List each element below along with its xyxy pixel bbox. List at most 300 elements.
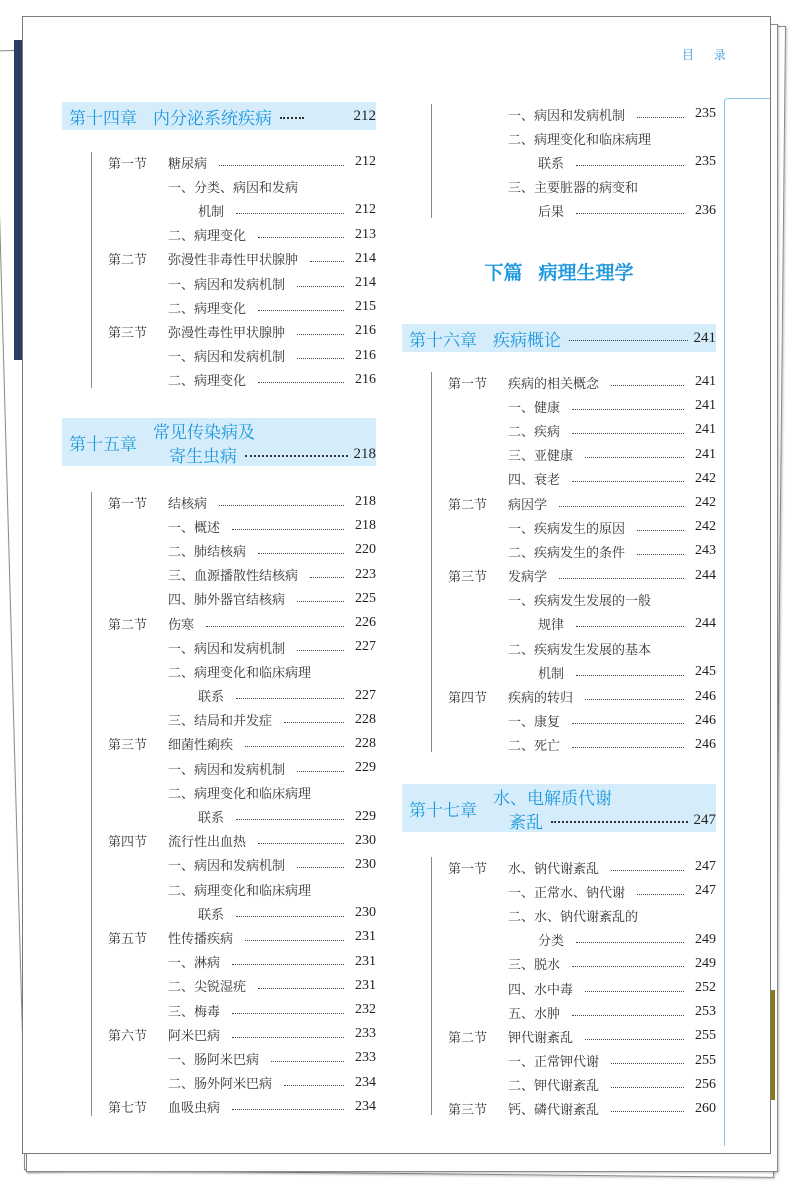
entry-title: 四、衰老	[508, 473, 561, 489]
leader-dots	[585, 699, 684, 700]
entry-title: 一、病因和发病机制	[168, 350, 286, 366]
leader-dots	[551, 821, 688, 823]
leader-dots	[271, 1061, 344, 1062]
section-rule	[431, 857, 432, 1115]
leader-dots	[219, 505, 344, 506]
page-number: 216	[355, 371, 376, 387]
page-number: 216	[355, 347, 376, 363]
entry-title: 病因学	[508, 497, 548, 513]
chapter-number: 第十六章	[409, 330, 477, 351]
page-number: 216	[355, 323, 376, 339]
entry-title: 钙、磷代谢紊乱	[508, 1103, 600, 1119]
section-rule	[431, 372, 432, 752]
entry-title: 细菌性痢疾	[168, 738, 234, 754]
page-number: 244	[695, 615, 716, 631]
section-label: 第四节	[448, 691, 488, 707]
entry-title: 三、梅毒	[168, 1004, 221, 1020]
toc-item-entry[interactable]	[108, 901, 376, 925]
entry-title: 二、病理变化和临床病理	[168, 665, 312, 681]
entry-title: 三、结局和并发症	[168, 714, 273, 730]
entry-title: 后果	[538, 205, 565, 221]
entry-title: 一、病因和发病机制	[508, 108, 626, 124]
entry-title: 规律	[538, 618, 565, 634]
leader-dots	[637, 530, 684, 531]
page-number: 241	[695, 398, 716, 414]
toc-item-entry[interactable]	[448, 150, 716, 174]
page-number: 233	[355, 1050, 376, 1066]
page-number: 230	[355, 905, 376, 921]
toc-section-entry[interactable]	[448, 684, 716, 708]
page-number: 255	[695, 1052, 716, 1068]
leader-dots	[297, 771, 344, 772]
leader-dots	[569, 340, 688, 341]
page-number: 246	[695, 712, 716, 728]
toc-item-entry[interactable]	[108, 368, 376, 392]
chapter-heading-17[interactable]	[402, 784, 716, 832]
page-number: 218	[355, 494, 376, 510]
toc-item-entry[interactable]	[108, 1071, 376, 1095]
entry-title: 一、分类、病因和发病	[168, 180, 299, 196]
toc-section-entry[interactable]	[448, 1097, 716, 1121]
page-number: 241	[695, 374, 716, 390]
leader-dots	[559, 578, 684, 579]
entry-title: 一、概述	[168, 520, 221, 536]
entry-title: 一、病因和发病机制	[168, 859, 286, 875]
section-label: 第二节	[108, 617, 148, 633]
entry-title: 二、肠外阿米巴病	[168, 1077, 273, 1093]
chapter-title-cont: 紊乱	[509, 812, 543, 833]
section-label: 第二节	[448, 1030, 488, 1046]
entry-title: 二、尖锐湿疣	[168, 980, 247, 996]
page-number: 231	[355, 929, 376, 945]
page-number: 243	[695, 543, 716, 559]
page-number: 225	[355, 590, 376, 606]
leader-dots	[576, 675, 684, 676]
chapter-number: 第十七章	[409, 800, 477, 821]
page-number: 229	[355, 808, 376, 824]
section-label: 第六节	[108, 1028, 148, 1044]
section-rule	[91, 152, 92, 388]
entry-title: 二、病理变化和临床病理	[508, 132, 652, 148]
page-number: 242	[695, 470, 716, 486]
toc-item-entry[interactable]	[448, 903, 716, 927]
leader-dots	[297, 650, 344, 651]
section-label: 第一节	[448, 861, 488, 877]
leader-dots	[236, 819, 344, 820]
entry-title: 血吸虫病	[168, 1101, 221, 1117]
page-number: 253	[695, 1004, 716, 1020]
chapter-number: 第十四章	[69, 108, 137, 129]
entry-title: 联系	[198, 690, 225, 706]
toc-section-entry[interactable]	[108, 490, 376, 514]
toc-item-entry[interactable]	[448, 515, 716, 539]
leader-dots	[258, 237, 344, 238]
toc-item-entry[interactable]	[448, 952, 716, 976]
leader-dots	[572, 723, 684, 724]
section-label: 第三节	[448, 1103, 488, 1119]
leader-dots	[232, 964, 344, 965]
chapter-title-cont: 寄生虫病	[169, 446, 237, 467]
section-label: 第一节	[108, 496, 148, 512]
page-number: 245	[695, 664, 716, 680]
entry-title: 结核病	[168, 496, 208, 512]
page-number: 223	[355, 566, 376, 582]
entry-title: 二、病理变化和临床病理	[168, 883, 312, 899]
page-number: 247	[695, 859, 716, 875]
leader-dots	[245, 746, 344, 747]
entry-title: 性传播疾病	[168, 931, 234, 947]
entry-title: 分类	[538, 934, 565, 950]
toc-item-entry[interactable]	[448, 467, 716, 491]
section-label: 第七节	[108, 1101, 148, 1117]
page-number: 212	[355, 202, 376, 218]
leader-dots	[297, 334, 344, 335]
entry-title: 二、钾代谢紊乱	[508, 1079, 600, 1095]
toc-item-entry[interactable]	[108, 635, 376, 659]
leader-dots	[297, 358, 344, 359]
entry-title: 一、康复	[508, 715, 561, 731]
page-number: 234	[355, 1098, 376, 1114]
page-number: 220	[355, 542, 376, 558]
page-number: 213	[355, 226, 376, 242]
entry-title: 二、病理变化	[168, 374, 247, 390]
page-number: 230	[355, 832, 376, 848]
toc-item-entry[interactable]	[448, 394, 716, 418]
entry-title: 一、病因和发病机制	[168, 641, 286, 657]
toc-item-entry[interactable]	[448, 976, 716, 1000]
toc-section-entry[interactable]	[448, 491, 716, 515]
page-number: 247	[695, 883, 716, 899]
page-number: 241	[695, 422, 716, 438]
toc-section-entry[interactable]	[108, 1095, 376, 1119]
page-number: 215	[355, 299, 376, 315]
toc-item-entry[interactable]	[108, 950, 376, 974]
entry-title: 联系	[198, 907, 225, 923]
chapter-heading-15[interactable]	[62, 418, 376, 466]
page-number: 228	[355, 711, 376, 727]
leader-dots	[297, 867, 344, 868]
toc-item-entry[interactable]	[108, 659, 376, 683]
section-label: 第四节	[108, 835, 148, 851]
toc-list	[108, 150, 376, 392]
toc-item-entry[interactable]	[108, 998, 376, 1022]
leader-dots	[576, 626, 684, 627]
toc-section-entry[interactable]	[448, 564, 716, 588]
entry-title: 一、正常水、钠代谢	[508, 885, 626, 901]
chapter-heading-16[interactable]	[402, 324, 716, 352]
page-number: 218	[355, 518, 376, 534]
toc-item-entry[interactable]	[448, 175, 716, 199]
chapter-title: 内分泌系统疾病	[153, 108, 272, 129]
leader-dots	[232, 529, 344, 530]
toc-item-entry[interactable]	[448, 588, 716, 612]
leader-dots	[611, 1087, 684, 1088]
entry-title: 水、钠代谢紊乱	[508, 861, 600, 877]
toc-section-entry[interactable]	[108, 732, 376, 756]
entry-title: 流行性出血热	[168, 835, 247, 851]
entry-title: 一、病因和发病机制	[168, 762, 286, 778]
entry-title: 联系	[538, 156, 565, 172]
page-number: 249	[695, 931, 716, 947]
page-number: 249	[695, 955, 716, 971]
toc-section-entry[interactable]	[448, 855, 716, 879]
toc-item-entry[interactable]	[448, 660, 716, 684]
toc-item-entry[interactable]	[108, 804, 376, 828]
toc-item-entry[interactable]	[108, 223, 376, 247]
entry-title: 二、疾病	[508, 424, 561, 440]
toc-item-entry[interactable]	[108, 708, 376, 732]
leader-dots	[297, 601, 344, 602]
page-number: 246	[695, 688, 716, 704]
entry-title: 四、肺外器官结核病	[168, 593, 286, 609]
page-number: 246	[695, 736, 716, 752]
chapter-heading-14[interactable]	[62, 102, 376, 130]
leader-dots	[310, 261, 344, 262]
leader-dots	[637, 554, 684, 555]
page-number: 235	[695, 106, 716, 122]
chapter-title: 疾病概论	[493, 330, 561, 351]
entry-title: 五、水肿	[508, 1006, 561, 1022]
entry-title: 二、疾病发生的条件	[508, 545, 626, 561]
entry-title: 三、主要脏器的病变和	[508, 181, 639, 197]
leader-dots	[572, 481, 684, 482]
leader-dots	[572, 747, 684, 748]
toc-list	[448, 102, 716, 223]
toc-item-entry[interactable]	[108, 853, 376, 877]
leader-dots	[258, 843, 344, 844]
leader-dots	[611, 1063, 684, 1064]
leader-dots	[297, 286, 344, 287]
leader-dots	[572, 409, 684, 410]
entry-title: 二、肺结核病	[168, 544, 247, 560]
page-number: 232	[355, 1002, 376, 1018]
toc-item-entry[interactable]	[108, 174, 376, 198]
leader-dots	[572, 966, 684, 967]
toc-section-entry[interactable]	[108, 319, 376, 343]
page-number: 227	[355, 687, 376, 703]
toc-item-entry[interactable]	[108, 514, 376, 538]
page-number: 226	[355, 615, 376, 631]
leader-dots	[572, 1015, 684, 1016]
leader-dots	[611, 385, 684, 386]
toc-item-entry[interactable]	[108, 295, 376, 319]
page-number: 242	[695, 495, 716, 511]
section-label: 第二节	[108, 253, 148, 269]
entry-title: 一、疾病发生的原因	[508, 521, 626, 537]
toc-section-entry[interactable]	[448, 1024, 716, 1048]
toc-item-entry[interactable]	[448, 126, 716, 150]
entry-title: 阿米巴病	[168, 1028, 221, 1044]
leader-dots	[576, 213, 684, 214]
toc-item-entry[interactable]	[448, 1073, 716, 1097]
leader-dots	[280, 117, 304, 119]
entry-title: 弥漫性毒性甲状腺肿	[168, 325, 286, 341]
toc-item-entry[interactable]	[448, 733, 716, 757]
toc-item-entry[interactable]	[108, 198, 376, 222]
entry-title: 三、脱水	[508, 958, 561, 974]
page-number: 212	[355, 154, 376, 170]
page-number: 252	[695, 980, 716, 996]
leader-dots	[310, 577, 344, 578]
toc-item-entry[interactable]	[108, 780, 376, 804]
leader-dots	[637, 117, 684, 118]
book-cover-edge	[14, 40, 22, 360]
leader-dots	[232, 1037, 344, 1038]
entry-title: 发病学	[508, 570, 548, 586]
page-edge-rule	[724, 98, 770, 105]
entry-title: 一、正常钾代谢	[508, 1055, 600, 1071]
leader-dots	[637, 894, 684, 895]
entry-title: 联系	[198, 811, 225, 827]
page-number: 214	[355, 250, 376, 266]
toc-item-entry[interactable]	[108, 877, 376, 901]
toc-item-entry[interactable]	[448, 1049, 716, 1073]
leader-dots	[219, 165, 344, 166]
part-number: 下篇	[484, 262, 523, 284]
entry-title: 机制	[198, 204, 225, 220]
toc-section-entry[interactable]	[108, 247, 376, 271]
section-label: 第一节	[448, 376, 488, 392]
entry-title: 三、血源播散性结核病	[168, 569, 299, 585]
leader-dots	[236, 213, 344, 214]
toc-item-entry[interactable]	[448, 443, 716, 467]
entry-title: 一、疾病发生发展的一般	[508, 594, 652, 610]
entry-title: 机制	[538, 666, 565, 682]
toc-item-entry[interactable]	[108, 563, 376, 587]
page-number: 212	[353, 107, 376, 124]
entry-title: 一、肠阿米巴病	[168, 1052, 260, 1068]
toc-section-entry[interactable]	[108, 925, 376, 949]
section-rule	[431, 104, 432, 218]
page-edge-rule	[724, 100, 725, 1146]
toc-list	[448, 370, 716, 757]
part-name: 病理生理学	[538, 262, 634, 284]
leader-dots	[585, 991, 684, 992]
toc-item-entry[interactable]	[448, 612, 716, 636]
leader-dots	[611, 870, 684, 871]
entry-title: 一、病因和发病机制	[168, 277, 286, 293]
section-label: 第五节	[108, 931, 148, 947]
entry-title: 三、亚健康	[508, 449, 574, 465]
toc-item-entry[interactable]	[448, 928, 716, 952]
toc-item-entry[interactable]	[448, 879, 716, 903]
toc-item-entry[interactable]	[108, 587, 376, 611]
entry-title: 二、病理变化	[168, 229, 247, 245]
page-number: 230	[355, 856, 376, 872]
leader-dots	[572, 433, 684, 434]
toc-section-entry[interactable]	[108, 611, 376, 635]
section-label: 第三节	[448, 570, 488, 586]
page-number: 256	[695, 1076, 716, 1092]
page-number: 235	[695, 154, 716, 170]
toc-item-entry[interactable]	[448, 102, 716, 126]
chapter-number: 第十五章	[69, 434, 137, 455]
leader-dots	[611, 1111, 684, 1112]
page-number: 229	[355, 760, 376, 776]
leader-dots	[258, 988, 344, 989]
toc-item-entry[interactable]	[448, 418, 716, 442]
entry-title: 疾病的相关概念	[508, 376, 600, 392]
entry-title: 伤寒	[168, 617, 195, 633]
leader-dots	[284, 1085, 344, 1086]
toc-list	[108, 490, 376, 1119]
leader-dots	[236, 698, 344, 699]
toc-item-entry[interactable]	[448, 199, 716, 223]
page-number: 231	[355, 977, 376, 993]
leader-dots	[232, 1109, 344, 1110]
entry-title: 二、疾病发生发展的基本	[508, 642, 652, 658]
leader-dots	[245, 940, 344, 941]
toc-item-entry[interactable]	[448, 709, 716, 733]
page-number: 231	[355, 953, 376, 969]
toc-item-entry[interactable]	[108, 684, 376, 708]
page-number: 244	[695, 567, 716, 583]
entry-title: 钾代谢紊乱	[508, 1030, 574, 1046]
page-number: 234	[355, 1074, 376, 1090]
toc-item-entry[interactable]	[448, 1000, 716, 1024]
toc-item-entry[interactable]	[108, 756, 376, 780]
section-label: 第二节	[448, 497, 488, 513]
leader-dots	[585, 457, 684, 458]
toc-section-entry[interactable]	[108, 1022, 376, 1046]
toc-item-entry[interactable]	[108, 1046, 376, 1070]
leader-dots	[576, 165, 684, 166]
entry-title: 一、健康	[508, 400, 561, 416]
toc-item-entry[interactable]	[108, 344, 376, 368]
leader-dots	[258, 382, 344, 383]
chapter-title: 水、电解质代谢	[493, 788, 612, 809]
toc-section-entry[interactable]	[108, 150, 376, 174]
running-header: 目 录	[682, 48, 734, 62]
entry-title: 疾病的转归	[508, 691, 574, 707]
toc-item-entry[interactable]	[448, 636, 716, 660]
entry-title: 糖尿病	[168, 156, 208, 172]
leader-dots	[258, 553, 344, 554]
toc-section-entry[interactable]	[448, 370, 716, 394]
page-number: 214	[355, 275, 376, 291]
page-number: 260	[695, 1100, 716, 1116]
leader-dots	[258, 310, 344, 311]
section-label: 第三节	[108, 325, 148, 341]
entry-title: 二、病理变化	[168, 301, 247, 317]
leader-dots	[585, 1039, 684, 1040]
entry-title: 二、死亡	[508, 739, 561, 755]
page-number: 241	[693, 329, 716, 346]
leader-dots	[236, 916, 344, 917]
page-number: 227	[355, 639, 376, 655]
page-number: 255	[695, 1028, 716, 1044]
page-number: 228	[355, 735, 376, 751]
page-number: 233	[355, 1026, 376, 1042]
entry-title: 二、病理变化和临床病理	[168, 786, 312, 802]
toc-item-entry[interactable]	[108, 271, 376, 295]
page-number: 218	[353, 445, 376, 462]
leader-dots	[576, 942, 684, 943]
toc-item-entry[interactable]	[448, 539, 716, 563]
toc-section-entry[interactable]	[108, 829, 376, 853]
leader-dots	[232, 1013, 344, 1014]
toc-item-entry[interactable]	[108, 974, 376, 998]
section-label: 第一节	[108, 156, 148, 172]
section-label: 第三节	[108, 738, 148, 754]
entry-title: 一、淋病	[168, 956, 221, 972]
toc-list	[448, 855, 716, 1121]
entry-title: 四、水中毒	[508, 982, 574, 998]
page-number: 236	[695, 202, 716, 218]
entry-title: 二、水、钠代谢紊乱的	[508, 909, 639, 925]
section-rule	[91, 492, 92, 1116]
toc-item-entry[interactable]	[108, 538, 376, 562]
